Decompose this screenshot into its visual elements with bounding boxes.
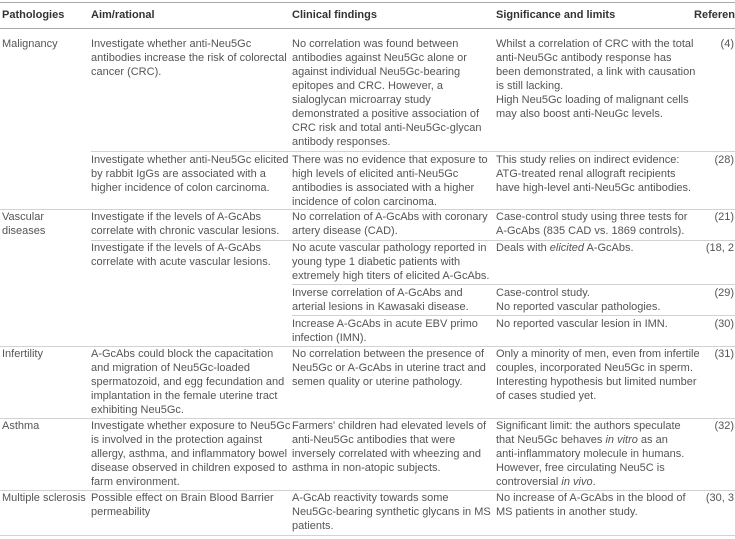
text-line: patients. (292, 520, 334, 532)
text-line: have high-level anti-Neu5Gc antibodies. (496, 182, 692, 194)
text-line: Vascular (2, 211, 44, 223)
text-line: against individual Neu5Gc-bearing (292, 66, 461, 78)
text-line: anti-Neu5Gc antibody response has (496, 52, 672, 64)
text-line: Whilst a correlation of CRC with the total (496, 38, 694, 50)
text-line: Investigate whether anti-Neu5Gc (91, 38, 252, 50)
text-line: No correlation was found between (292, 38, 459, 50)
text-line: and migration of Neu5Gc-loaded (91, 362, 250, 374)
text-line: CRC risk and total anti-Neu5Gc-glycan (292, 122, 482, 134)
reference-cell: (31) (714, 348, 734, 360)
text-line: MS patients in another study. (496, 506, 638, 518)
text-line: correlate with chronic vascular lesions. (91, 225, 280, 237)
text-line: No acute vascular pathology reported in (292, 242, 487, 254)
text-line: Case-control study. (496, 287, 590, 299)
column-header-pathologies: Pathologies (2, 9, 65, 21)
reference-cell: (4) (720, 38, 734, 50)
text-line: No increase of A-GcAbs in the blood of (496, 492, 686, 504)
text-line: anti-Neu5Gc antibodies that were (292, 434, 456, 446)
aim-cell (91, 241, 289, 269)
text-line: Investigate if the levels of A-GcAbs (91, 242, 261, 254)
text-line: higher incidence of colon carcinoma. (91, 182, 270, 194)
text-line: Increase A-GcAbs in acute EBV primo (292, 318, 478, 330)
text-line: Multiple sclerosis (2, 492, 86, 504)
aim-cell (91, 419, 289, 489)
text-line: Asthma (2, 420, 40, 432)
text-line: couples, incorporated Neu5Gc in sperm. (496, 362, 693, 374)
text-line: Significant limit: the authors speculate (496, 420, 681, 432)
text-line: infection (IMN). (292, 332, 367, 344)
text-line: demonstrated a positive association of (292, 108, 480, 120)
text-segment: that Neu5Gc behaves (496, 434, 606, 446)
clinical-findings-cell (292, 419, 492, 475)
text-line: been demonstrated, a link with causation (496, 66, 696, 78)
text-line: is still lacking. (496, 80, 564, 92)
reference-cell: (32) (714, 420, 734, 432)
text-line: artery disease (CAD). (292, 225, 398, 237)
pathology-cell (2, 37, 88, 51)
pathology-cell (2, 347, 88, 361)
clinical-findings-cell (292, 210, 492, 238)
aim-cell (91, 37, 289, 79)
significance-cell (496, 210, 708, 238)
clinical-findings-cell (292, 347, 492, 389)
text-line: Only a minority of men, even from infertile (496, 348, 700, 360)
text-line: Neu5Gc-bearing synthetic glycans in MS (292, 506, 491, 518)
reference-cell: (28) (714, 154, 734, 166)
text-line: antibody responses. (292, 136, 391, 148)
text-line: arterial lesions in Kawasaki disease. (292, 301, 469, 313)
text-line: epitopes and CRC. However, a (292, 80, 444, 92)
text-segment: . (592, 476, 596, 488)
text-line: of cases studied yet. (496, 390, 597, 402)
text-line: permeability (91, 506, 151, 518)
text-line: Neu5Gc or A-GcAbs in uterine tract and (292, 362, 486, 374)
reference-cell: (29) (714, 287, 734, 299)
italic-text: elicited (549, 242, 585, 254)
text-line: correlate with acute vascular lesions. (91, 256, 271, 268)
text-line: No reported vascular pathologies. (496, 301, 661, 313)
reference-cell: (30) (714, 318, 734, 330)
text-segment: A-GcAbs. (584, 242, 634, 254)
clinical-findings-cell (292, 491, 492, 533)
text-line: semen quality or uterine pathology. (292, 376, 463, 388)
text-line: Farmers' children had elevated levels of (292, 420, 487, 432)
significance-cell (496, 317, 708, 331)
pathology-cell (2, 491, 88, 505)
header-bottom-border (0, 28, 735, 29)
text-line: anti-inflammatory molecule in humans. (496, 448, 685, 460)
text-line: is involved in the protection against (91, 434, 263, 446)
text-line: extremely high titers of elicited A-GcAbs. (292, 270, 490, 282)
text-line (496, 241, 708, 255)
text-line: sialoglycan microarray study (292, 94, 431, 106)
text-line: antibodies against Neu5Gc alone or (292, 52, 467, 64)
row-divider (91, 151, 735, 152)
significance-cell (496, 37, 708, 121)
reference-cell: (21) (714, 211, 734, 223)
text-line: implantation in the female uterine tract (91, 390, 278, 402)
text-line: Investigate whether anti-Neu5Gc elicited (91, 154, 289, 166)
text-line: high levels of elicited anti-Neu5Gc (292, 168, 459, 180)
text-line: spermatozoid, and egg fecundation and (91, 376, 285, 388)
text-line: asthma in non-atopic subjects. (292, 462, 441, 474)
text-line: disease observed in children exposed to (91, 462, 288, 474)
column-header-references: Referen (694, 9, 735, 21)
significance-cell (496, 153, 708, 195)
text-line: However, free circulating Neu5C is (496, 462, 665, 474)
text-line: Malignancy (2, 38, 58, 50)
text-line: No reported vascular lesion in IMN. (496, 318, 668, 330)
text-line: Interesting hypothesis but limited number (496, 376, 697, 388)
text-line: There was no evidence that exposure to (292, 154, 488, 166)
text-line: A-GcAbs could block the capacitation (91, 348, 274, 360)
column-header-significance: Significance and limits (496, 9, 616, 21)
italic-text: in vivo (561, 476, 593, 488)
significance-cell (496, 241, 708, 255)
pathology-cell (2, 210, 88, 238)
reference-cell: (18, 2 (705, 242, 734, 254)
significance-cell (496, 286, 708, 314)
text-segment: as an (637, 434, 668, 446)
significance-cell (496, 491, 708, 519)
text-line: Inverse correlation of A-GcAbs and (292, 287, 463, 299)
text-line: antibodies increase the risk of colorectal (91, 52, 287, 64)
text-line: allergy, asthma, and inflammatory bowel (91, 448, 288, 460)
text-line: Case-control study using three tests for (496, 211, 688, 223)
clinical-findings-cell (292, 241, 492, 283)
italic-text: in vitro (605, 434, 638, 446)
significance-cell (496, 419, 708, 489)
clinical-findings-cell (292, 37, 492, 149)
reference-cell: (30, 3 (705, 492, 734, 504)
text-line: may also boost anti-NeuGc levels. (496, 108, 663, 120)
aim-cell (91, 153, 289, 195)
text-line: incidence of colon carcinoma. (292, 196, 437, 208)
text-line: cancer (CRC). (91, 66, 162, 78)
text-line: No correlation of A-GcAbs with coronary (292, 211, 488, 223)
text-line: No correlation between the presence of (292, 348, 485, 360)
text-line: This study relies on indirect evidence: (496, 154, 680, 166)
text-line: Infertility (2, 348, 43, 360)
text-line: farm environment. (91, 476, 180, 488)
column-header-aim: Aim/rational (91, 9, 155, 21)
text-line (496, 475, 708, 489)
text-segment: Deals with (496, 242, 550, 254)
text-line: A-GcAb reactivity towards some (292, 492, 449, 504)
clinical-findings-cell (292, 286, 492, 314)
text-line: diseases (2, 225, 46, 237)
text-line: Possible effect on Brain Blood Barrier (91, 492, 274, 504)
aim-cell (91, 491, 289, 519)
text-segment: controversial (496, 476, 562, 488)
text-line: A-GcAbs (835 CAD vs. 1869 controls). (496, 225, 685, 237)
text-line: young type 1 diabetic patients with (292, 256, 461, 268)
text-line: antibodies is associated with a higher (292, 182, 475, 194)
text-line: Investigate if the levels of A-GcAbs (91, 211, 261, 223)
pathology-cell (2, 419, 88, 433)
text-line: inversely correlated with wheezing and (292, 448, 481, 460)
clinical-findings-cell (292, 153, 492, 209)
text-line: by rabbit IgGs are associated with a (91, 168, 266, 180)
aim-cell (91, 347, 289, 417)
table-top-border (0, 2, 735, 3)
aim-cell (91, 210, 289, 238)
text-line: ATG-treated renal allograft recipients (496, 168, 676, 180)
text-line: High Neu5Gc loading of malignant cells (496, 94, 689, 106)
clinical-findings-cell (292, 317, 492, 345)
text-line (496, 433, 708, 447)
column-header-clinical-findings: Clinical findings (292, 9, 377, 21)
text-line: Investigate whether exposure to Neu5Gc (91, 420, 291, 432)
significance-cell (496, 347, 708, 403)
row-divider (292, 284, 735, 285)
row-divider (292, 315, 735, 316)
text-line: exhibiting Neu5Gc. (91, 404, 184, 416)
table-bottom-border (0, 535, 735, 536)
